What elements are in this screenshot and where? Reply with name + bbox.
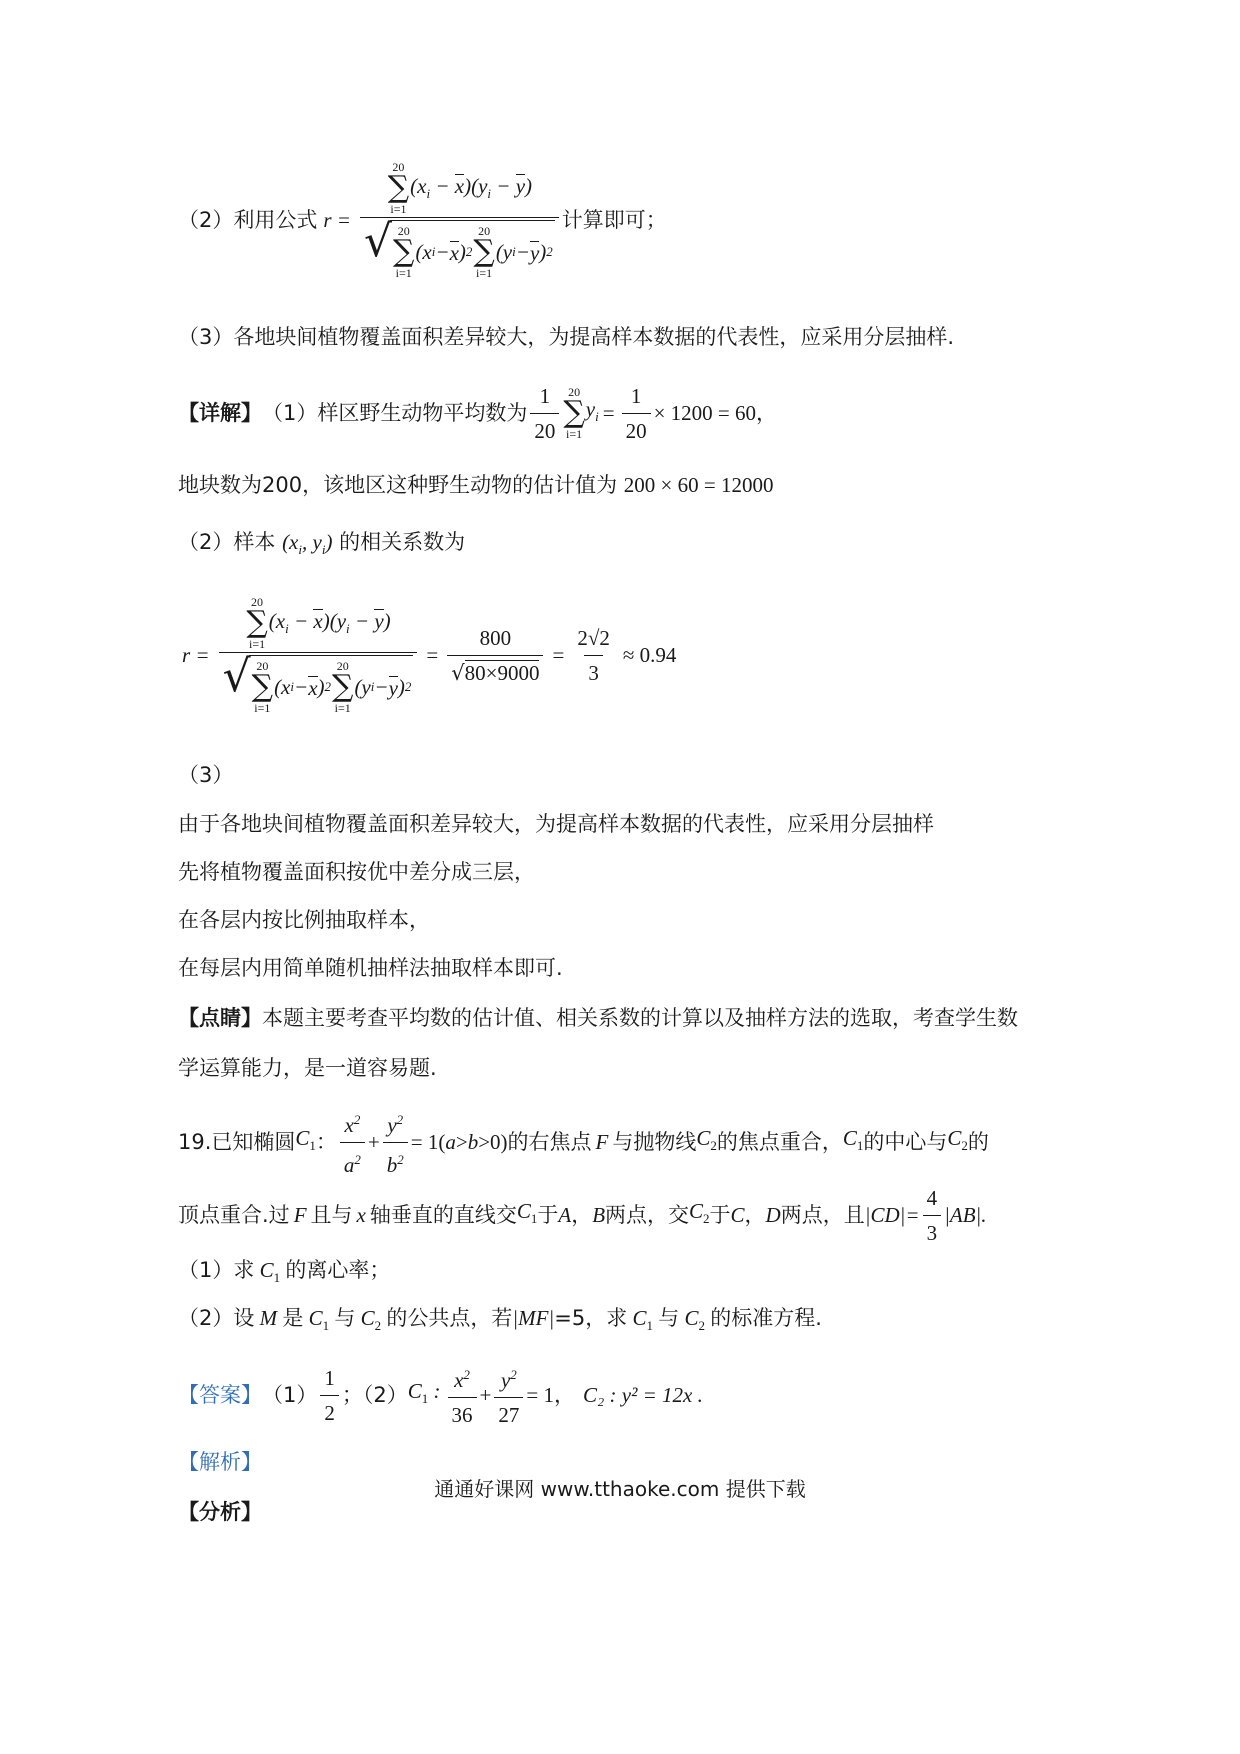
one-twentieth-frac-2: $\frac{1}{20}$ [622, 381, 651, 446]
q19-sub-2: （2）设 M 是 $C_1$ 与 $C_2$ 的公共点，若|MF|=5，求 $C_1$ 与 $C_2$ 的标准方程. [178, 1306, 822, 1334]
detail-3-line-1: 由于各地块间植物覆盖面积差异较大，为提高样本数据的代表性，应采用分层抽样 [178, 812, 934, 836]
detail-1-line2 [178, 470, 773, 500]
sample-pair: ($x_i$, $y_i$) [282, 530, 333, 558]
one-twentieth-frac: $\frac{1}{20}$ [530, 381, 559, 446]
hint-2-line [178, 150, 667, 290]
r-value-frac: $\frac{800}{√80\times 9000}$ [447, 623, 543, 688]
hint-3-line: （3）各地块间植物覆盖面积差异较大，为提高样本数据的代表性，应采用分层抽样. [178, 325, 955, 349]
page-footer: 通通好课网 www.tthaoke.com 提供下载 [434, 1477, 806, 1501]
detail-1-line2-expr: 200 × 60 = 12000 [623, 473, 774, 497]
eccentricity-frac: $\frac{1}{2}$ [320, 1363, 339, 1428]
ellipse-y-frac: $\frac{y^2}{b^2}$ [383, 1105, 408, 1180]
ellipse-x-frac: $\frac{x^2}{a^2}$ [340, 1105, 365, 1180]
fenxi-tag: 【分析】 [178, 1500, 262, 1524]
detail-3-line-2: 先将植物覆盖面积按优中差分成三层， [178, 860, 535, 884]
hint-2-label: （2）利用公式 [178, 208, 318, 232]
detail-1-text: （1）样区野生动物平均数为 [262, 401, 528, 425]
q19-line-1: 19.已知椭圆 $C_1$ ： $\frac{x^2}{a^2}$ + $\frac{y^2}{b^2}$ = 1 ( a > b >0) 的右焦点 F 与抛物线 $C_2$ 的焦点重合， $C_1$ 的中心与 $C_2$ 的 [178, 1107, 989, 1177]
detail-1-expr: × 1200 = 60， [653, 401, 778, 425]
q19-sub-1: （1）求 $C_1$ 的离心率； [178, 1258, 391, 1286]
hint-2-tail: 计算即可； [561, 208, 667, 232]
analysis-tag: 【解析】 [178, 1450, 262, 1474]
correlation-formula: 20 ∑ i=1 $(x_i - x)(y_i - y)$ √ 20 ∑ i=1 (x i − x ) 2 20 ∑ i=1 (y i − y ) 2 [360, 161, 559, 279]
detail-1-line: 【详解】 （1）样区野生动物平均数为 $\frac{1}{20}$ 20 ∑ i=1 $y_i$ = $\frac{1}{20}$ × 1200 = 60， [178, 378, 777, 448]
detail-3-label: （3） [178, 763, 234, 787]
r-symbol: r = [323, 208, 351, 232]
detail-3-line-4: 在每层内用简单随机抽样法抽取样本即可. [178, 956, 563, 980]
detail-1-line2-text: 地块数为200，该地区这种野生动物的估计值为 [178, 473, 618, 497]
detail-2-text: （2）样本 [178, 530, 276, 554]
comment-tag: 【点睛】 [178, 1006, 262, 1030]
detail-2-line [178, 527, 465, 565]
detail-3-line-3: 在各层内按比例抽取样本， [178, 908, 430, 932]
comment-line-1: 【点睛】本题主要考查平均数的估计值、相关系数的计算以及抽样方法的选取，考查学生数 [178, 1006, 1018, 1030]
r-computation: r = 20 ∑ i=1 $(x_i - x)(y_i - y)$ √ 20 ∑ i=1 (x i − x ) 2 20 ∑ i=1 (y i − y ) 2 = $\frac{800}{√80\times 9000}$ = $\frac{2√2}{3}$ ≈ 0.94 [182, 595, 677, 715]
r-simplified-frac: $\frac{2√2}{3}$ [573, 623, 614, 688]
r-approx: ≈ 0.94 [622, 643, 677, 667]
q19-line-2: 顶点重合.过 F 且与 x 轴垂直的直线交 $C_1$ 于 A ， B 两点，交 $C_2$ 于 C ， D 两点，且 |CD|= $\frac{4}{3}$ |AB|. [178, 1180, 987, 1250]
detail-2-tail: 的相关系数为 [339, 530, 466, 554]
answer-line: 【答案】 （1） $\frac{1}{2}$ ；（2） $C_1$ : $\frac{x^2}{36}$ + $\frac{y^2}{27}$ = 1， C₂ : y² = 12x . [178, 1360, 703, 1430]
r-formula-frac: 20 ∑ i=1 $(x_i - x)(y_i - y)$ √ 20 ∑ i=1 (x i − x ) 2 20 ∑ i=1 (y i − y ) 2 [219, 596, 418, 714]
detail-tag: 【详解】 [178, 401, 262, 425]
comment-line-2: 学运算能力，是一道容易题. [178, 1056, 437, 1080]
answer-tag: 【答案】 [178, 1383, 262, 1407]
sum-symbol: 20 ∑ i=1 [563, 385, 585, 441]
